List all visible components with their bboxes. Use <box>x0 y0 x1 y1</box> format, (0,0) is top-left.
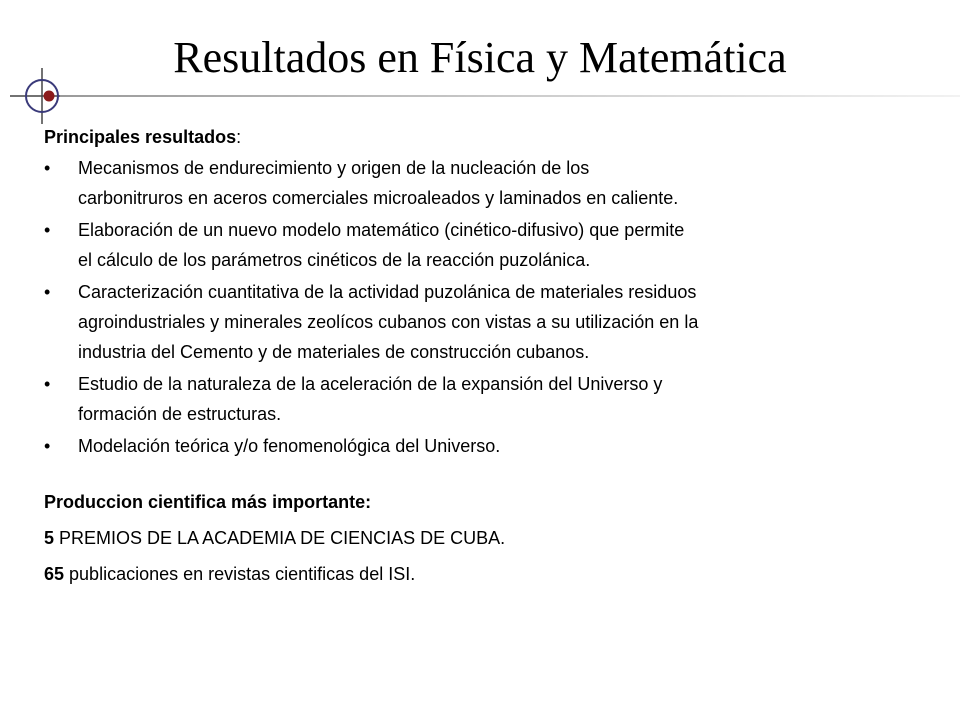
production-heading: Produccion cientifica más importante: <box>44 492 372 512</box>
bullet-icon: • <box>44 282 51 302</box>
list-item <box>44 369 924 429</box>
slide-title: Resultados en Física y Matemática <box>173 33 787 82</box>
list-item-text: Caracterización cuantitativa de la actividad puzolánica de materiales residuos agroindustriales y minerales zeolícos cubanos con vistas a su utilización en la industria del Cemento y de materiales de construcción cubanos. <box>78 282 699 362</box>
list-item <box>44 153 924 213</box>
publications-text: publicaciones en revistas cientificas del ISI. <box>64 564 416 584</box>
bullet-icon: • <box>44 436 51 456</box>
bullet-icon: • <box>44 158 51 178</box>
results-heading: Principales resultados <box>44 127 237 147</box>
publications-count: 65 <box>44 564 65 584</box>
publications-line <box>44 559 924 589</box>
list-item-text: Elaboración de un nuevo modelo matemático (cinético-difusivo) que permite el cálculo de los parámetros cinéticos de la reacción puzolánica. <box>78 220 685 270</box>
title-divider <box>60 95 960 97</box>
spacer <box>44 463 924 487</box>
bullet-icon: • <box>44 220 51 240</box>
list-item-text: Modelación teórica y/o fenomenológica del Universo. <box>78 436 501 456</box>
bullet-icon: • <box>44 374 51 394</box>
list-item-text: Estudio de la naturaleza de la aceleración de la expansión del Universo y formación de estructuras. <box>78 374 663 424</box>
list-item <box>44 431 924 461</box>
list-item <box>44 277 924 367</box>
awards-count: 5 <box>44 528 55 548</box>
results-heading-colon: : <box>236 127 242 147</box>
list-item-text: Mecanismos de endurecimiento y origen de la nucleación de los carbonitruros en aceros comerciales microaleados y laminados en caliente. <box>78 158 679 208</box>
results-heading-line <box>44 122 924 152</box>
list-item <box>44 215 924 275</box>
results-list <box>44 153 924 461</box>
awards-text: PREMIOS DE LA ACADEMIA DE CIENCIAS DE CUBA. <box>54 528 506 548</box>
slide-body <box>44 122 924 595</box>
awards-line <box>44 523 924 553</box>
